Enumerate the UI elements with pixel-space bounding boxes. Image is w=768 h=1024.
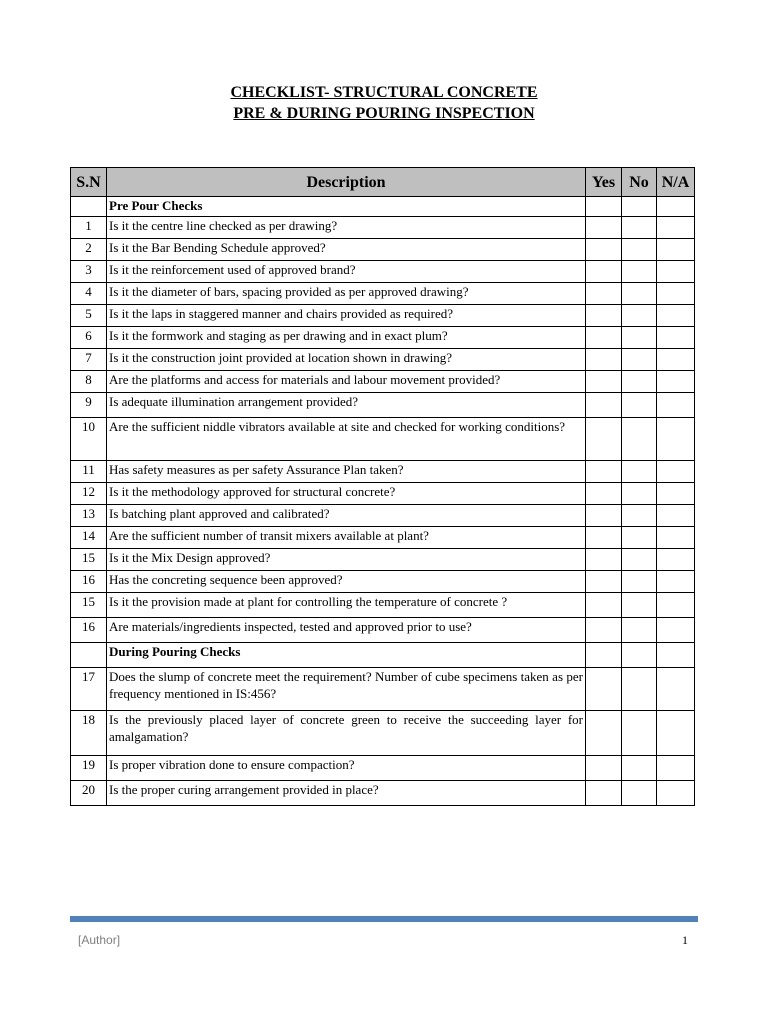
row-description: Is adequate illumination arrangement provided?: [107, 393, 586, 418]
row-serial-number: 18: [71, 711, 107, 756]
checkbox-cell-no[interactable]: [622, 668, 657, 711]
table-row: [71, 549, 695, 571]
document-title-line2: PRE & DURING POURING INSPECTION: [233, 105, 535, 122]
row-serial-number: 7: [71, 349, 107, 371]
checkbox-cell-no[interactable]: [622, 305, 657, 327]
table-row: [71, 571, 695, 593]
checkbox-cell-yes[interactable]: [586, 393, 622, 418]
row-description: Is proper vibration done to ensure compaction?: [107, 756, 586, 781]
checkbox-cell-no[interactable]: [622, 781, 657, 806]
checkbox-cell-yes[interactable]: [586, 371, 622, 393]
row-serial-number: 6: [71, 327, 107, 349]
checkbox-cell-yes[interactable]: [586, 418, 622, 461]
checkbox-cell-no[interactable]: [622, 527, 657, 549]
checkbox-cell-yes[interactable]: [586, 261, 622, 283]
checkbox-cell-na[interactable]: [657, 461, 695, 483]
checkbox-cell-na[interactable]: [657, 781, 695, 806]
row-serial-number: 11: [71, 461, 107, 483]
checkbox-cell-yes[interactable]: [586, 781, 622, 806]
row-serial-number: 3: [71, 261, 107, 283]
checkbox-cell-no[interactable]: [622, 371, 657, 393]
table-row: [71, 261, 695, 283]
checklist-table: [70, 167, 695, 806]
checkbox-cell-na[interactable]: [657, 349, 695, 371]
row-serial-number: 14: [71, 527, 107, 549]
checkbox-cell-yes[interactable]: [586, 527, 622, 549]
checkbox-cell-no: [622, 197, 657, 217]
row-description: Is it the formwork and staging as per drawing and in exact plum?: [107, 327, 586, 349]
row-description: Is it the centre line checked as per drawing?: [107, 217, 586, 239]
row-serial-number: [71, 197, 107, 217]
header-no: No: [622, 168, 657, 197]
table-row: [71, 327, 695, 349]
row-serial-number: [71, 643, 107, 668]
checkbox-cell-no[interactable]: [622, 393, 657, 418]
checkbox-cell-yes[interactable]: [586, 668, 622, 711]
row-description: Has the concreting sequence been approved?: [107, 571, 586, 593]
checkbox-cell-na: [657, 643, 695, 668]
row-description: Does the slump of concrete meet the requirement? Number of cube specimens taken as per frequency mentioned in IS:456?: [107, 668, 586, 711]
table-row: [71, 483, 695, 505]
section-title: During Pouring Checks: [107, 643, 586, 668]
row-description: Is the proper curing arrangement provided in place?: [107, 781, 586, 806]
checkbox-cell-yes[interactable]: [586, 505, 622, 527]
row-serial-number: 20: [71, 781, 107, 806]
header-description: Description: [107, 168, 586, 197]
checkbox-cell-no[interactable]: [622, 549, 657, 571]
row-description: Is it the reinforcement used of approved brand?: [107, 261, 586, 283]
table-row: [71, 349, 695, 371]
row-serial-number: 17: [71, 668, 107, 711]
table-row: [71, 756, 695, 781]
checkbox-cell-no: [622, 643, 657, 668]
row-description: Is the previously placed layer of concrete green to receive the succeeding layer for amalgamation?: [107, 711, 586, 756]
checkbox-cell-no[interactable]: [622, 349, 657, 371]
checkbox-cell-yes[interactable]: [586, 711, 622, 756]
table-row: [71, 283, 695, 305]
checkbox-cell-no[interactable]: [622, 571, 657, 593]
checkbox-cell-no[interactable]: [622, 593, 657, 618]
row-serial-number: 19: [71, 756, 107, 781]
checkbox-cell-na[interactable]: [657, 711, 695, 756]
row-description: Are materials/ingredients inspected, tested and approved prior to use?: [107, 618, 586, 643]
row-serial-number: 8: [71, 371, 107, 393]
checkbox-cell-na[interactable]: [657, 505, 695, 527]
checkbox-cell-yes[interactable]: [586, 217, 622, 239]
table-row: [71, 239, 695, 261]
checkbox-cell-no[interactable]: [622, 505, 657, 527]
row-serial-number: 16: [71, 571, 107, 593]
row-description: Is it the laps in staggered manner and chairs provided as required?: [107, 305, 586, 327]
row-description: Is it the methodology approved for structural concrete?: [107, 483, 586, 505]
table-row: [71, 305, 695, 327]
row-serial-number: 4: [71, 283, 107, 305]
row-serial-number: 2: [71, 239, 107, 261]
table-row: [71, 393, 695, 418]
checkbox-cell-na[interactable]: [657, 217, 695, 239]
checkbox-cell-na[interactable]: [657, 593, 695, 618]
checkbox-cell-yes[interactable]: [586, 461, 622, 483]
checkbox-cell-na[interactable]: [657, 393, 695, 418]
table-row: [71, 668, 695, 711]
table-row: [71, 781, 695, 806]
checkbox-cell-yes[interactable]: [586, 349, 622, 371]
checkbox-cell-na[interactable]: [657, 571, 695, 593]
row-serial-number: 16: [71, 618, 107, 643]
header-sn: S.N: [71, 168, 107, 197]
checkbox-cell-no[interactable]: [622, 461, 657, 483]
checkbox-cell-na[interactable]: [657, 483, 695, 505]
checkbox-cell-na[interactable]: [657, 283, 695, 305]
checkbox-cell-na[interactable]: [657, 239, 695, 261]
row-serial-number: 9: [71, 393, 107, 418]
row-description: Is it the diameter of bars, spacing provided as per approved drawing?: [107, 283, 586, 305]
checkbox-cell-na[interactable]: [657, 549, 695, 571]
table-row: [71, 505, 695, 527]
row-description: Are the sufficient niddle vibrators available at site and checked for working conditions?: [107, 418, 586, 461]
checkbox-cell-na[interactable]: [657, 327, 695, 349]
checkbox-cell-no[interactable]: [622, 418, 657, 461]
row-description: Is it the Bar Bending Schedule approved?: [107, 239, 586, 261]
section-title: Pre Pour Checks: [107, 197, 586, 217]
row-description: Are the sufficient number of transit mixers available at plant?: [107, 527, 586, 549]
checkbox-cell-yes[interactable]: [586, 571, 622, 593]
checkbox-cell-yes[interactable]: [586, 618, 622, 643]
checkbox-cell-yes[interactable]: [586, 305, 622, 327]
table-row: [71, 527, 695, 549]
row-serial-number: 15: [71, 549, 107, 571]
checkbox-cell-na[interactable]: [657, 756, 695, 781]
checkbox-cell-no[interactable]: [622, 618, 657, 643]
row-serial-number: 5: [71, 305, 107, 327]
checkbox-cell-na: [657, 197, 695, 217]
table-row: [71, 593, 695, 618]
row-description: Are the platforms and access for materials and labour movement provided?: [107, 371, 586, 393]
checkbox-cell-yes: [586, 197, 622, 217]
checkbox-cell-yes[interactable]: [586, 239, 622, 261]
header-na: N/A: [657, 168, 695, 197]
table-row: [71, 711, 695, 756]
row-serial-number: 10: [71, 418, 107, 461]
section-header-row: [71, 643, 695, 668]
row-serial-number: 1: [71, 217, 107, 239]
row-description: Is batching plant approved and calibrated?: [107, 505, 586, 527]
checkbox-cell-no[interactable]: [622, 483, 657, 505]
checkbox-cell-yes[interactable]: [586, 283, 622, 305]
checkbox-cell-yes[interactable]: [586, 327, 622, 349]
row-serial-number: 13: [71, 505, 107, 527]
row-serial-number: 15: [71, 593, 107, 618]
table-row: [71, 418, 695, 461]
checkbox-cell-yes[interactable]: [586, 593, 622, 618]
section-header-row: [71, 197, 695, 217]
row-description: Is it the provision made at plant for controlling the temperature of concrete ?: [107, 593, 586, 618]
checkbox-cell-no[interactable]: [622, 756, 657, 781]
checkbox-cell-no[interactable]: [622, 327, 657, 349]
footer-author: [Author]: [78, 933, 121, 947]
checkbox-cell-na[interactable]: [657, 371, 695, 393]
checkbox-cell-no[interactable]: [622, 711, 657, 756]
checkbox-cell-na[interactable]: [657, 618, 695, 643]
checkbox-cell-no[interactable]: [622, 217, 657, 239]
checkbox-cell-na[interactable]: [657, 305, 695, 327]
row-description: Is it the Mix Design approved?: [107, 549, 586, 571]
document-title-line1: CHECKLIST- STRUCTURAL CONCRETE: [230, 84, 538, 101]
checkbox-cell-na[interactable]: [657, 418, 695, 461]
checkbox-cell-no[interactable]: [622, 239, 657, 261]
row-serial-number: 12: [71, 483, 107, 505]
table-row: [71, 618, 695, 643]
checkbox-cell-no[interactable]: [622, 261, 657, 283]
checkbox-cell-no[interactable]: [622, 283, 657, 305]
checkbox-cell-yes: [586, 643, 622, 668]
footer-divider-bar: [70, 916, 698, 922]
checkbox-cell-yes[interactable]: [586, 549, 622, 571]
checkbox-cell-na[interactable]: [657, 527, 695, 549]
table-header-row: [71, 168, 695, 197]
table-row: [71, 217, 695, 239]
checkbox-cell-yes[interactable]: [586, 483, 622, 505]
checkbox-cell-na[interactable]: [657, 261, 695, 283]
row-description: Is it the construction joint provided at location shown in drawing?: [107, 349, 586, 371]
row-description: Has safety measures as per safety Assurance Plan taken?: [107, 461, 586, 483]
table-row: [71, 461, 695, 483]
header-yes: Yes: [586, 168, 622, 197]
page-number: 1: [682, 933, 688, 947]
checkbox-cell-yes[interactable]: [586, 756, 622, 781]
table-row: [71, 371, 695, 393]
checkbox-cell-na[interactable]: [657, 668, 695, 711]
